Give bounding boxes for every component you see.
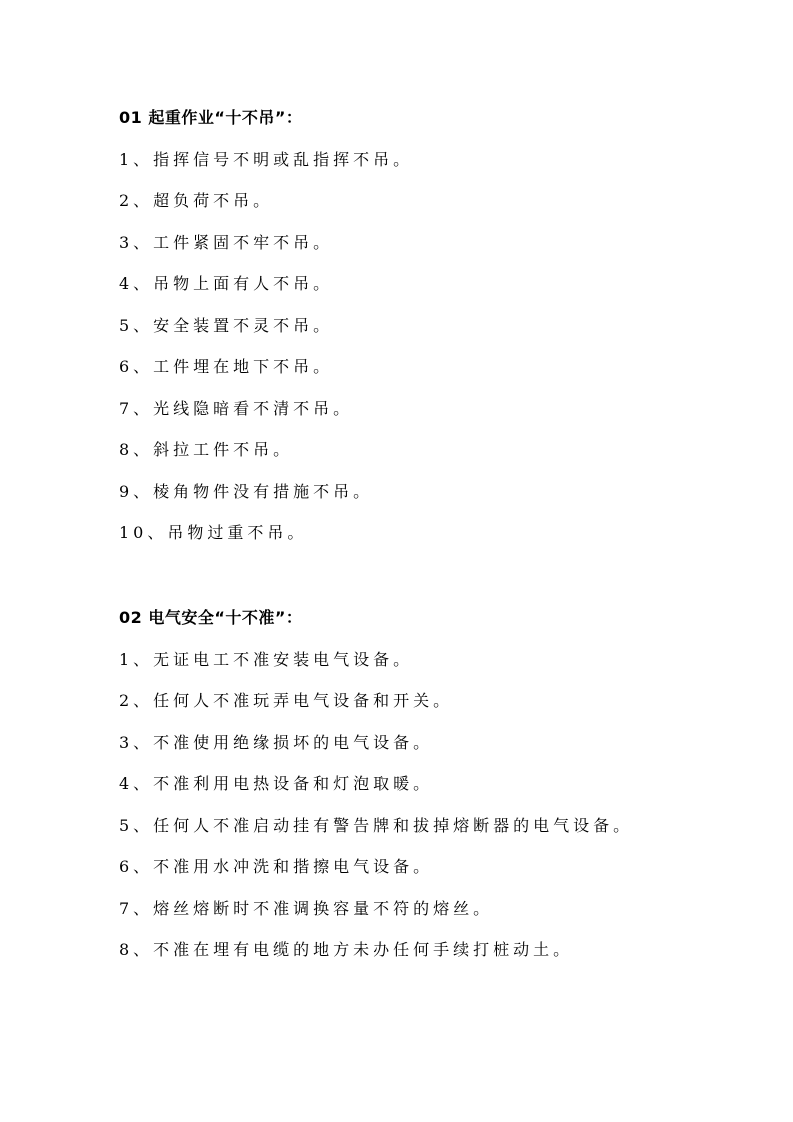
list-item: 5、安全装置不灵不吊。: [119, 315, 334, 335]
list-item: 6、不准用水冲洗和揩擦电气设备。: [119, 857, 434, 876]
rule-list: [119, 630, 759, 962]
list-item: 3、不准使用绝缘损坏的电气设备。: [119, 732, 434, 752]
list-item: 8、斜拉工件不吊。: [119, 440, 294, 459]
list-item: 1、无证电工不准安装电气设备。: [119, 649, 414, 669]
rule-list: [119, 130, 759, 545]
list-item: 8、不准在埋有电缆的地方未办任何手续打桩动土。: [119, 940, 574, 959]
list-item: 3、工件紧固不牢不吊。: [119, 232, 334, 252]
list-item: 9、棱角物件没有措施不吊。: [119, 481, 374, 501]
list-item: 10、吊物过重不吊。: [119, 523, 308, 542]
list-item: 4、吊物上面有人不吊。: [119, 274, 334, 293]
list-item: 6、工件埋在地下不吊。: [119, 357, 334, 376]
list-item: 7、光线隐暗看不清不吊。: [119, 398, 354, 418]
list-item: 5、任何人不准启动挂有警告牌和拔掉熔断器的电气设备。: [119, 815, 634, 835]
section-lifting-rules: [119, 106, 759, 545]
list-item: 4、不准利用电热设备和灯泡取暖。: [119, 774, 434, 793]
section-electrical-rules: [119, 606, 759, 962]
list-item: 2、任何人不准玩弄电气设备和开关。: [119, 691, 454, 710]
list-item: 7、熔丝熔断时不准调换容量不符的熔丝。: [119, 898, 494, 918]
list-item: 2、超负荷不吊。: [119, 191, 274, 210]
list-item: 1、指挥信号不明或乱指挥不吊。: [119, 149, 414, 169]
section-heading: 01 起重作业“十不吊”：: [119, 108, 303, 127]
section-heading: 02 电气安全“十不准”：: [119, 608, 303, 627]
